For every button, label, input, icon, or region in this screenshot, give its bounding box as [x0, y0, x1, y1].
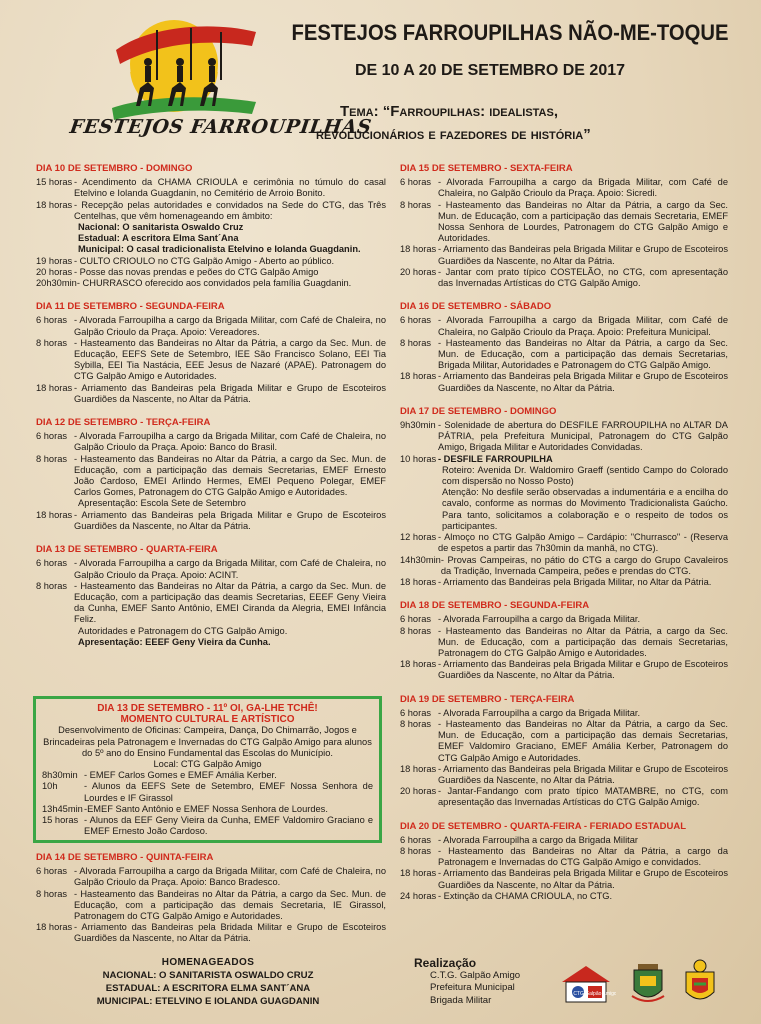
schedule-right-column [400, 163, 728, 914]
entry-time: 20 horas [36, 266, 73, 277]
entry-text: - Extinção da CHAMA CRIOULA, no CTG. [438, 890, 613, 901]
schedule-entry [400, 659, 728, 681]
entry-text: - Hasteamento das Bandeiras no Altar da Pátria, a cargo da Sec. Mun. de Educação, com a participação das demais Secretarias, EMEF Valdomiro Graciano, EMEF Amália Kerber, Patronagem do CTG Galpão Amigo e Autoridades. [438, 718, 728, 763]
entry-text: - Alvorada Farroupilha a cargo da Brigada Militar. [438, 707, 641, 718]
schedule-entry [400, 764, 728, 786]
schedule-entry [36, 889, 386, 923]
entry-time: 8 horas [400, 625, 432, 636]
schedule-entry [400, 532, 728, 554]
entry-time: 6 horas [36, 866, 68, 877]
schedule-left-bottom [36, 852, 386, 957]
realization-item: Brigada Militar [430, 994, 492, 1006]
entry-time: 18 horas [400, 371, 437, 382]
entry-time: 10 horas [400, 453, 437, 464]
entry-text: -EMEF Santo Antônio e EMEF Nossa Senhora de Lourdes. [84, 803, 328, 814]
day-block [36, 544, 386, 648]
shield-icon [680, 956, 720, 1008]
schedule-entry [400, 454, 728, 465]
honoree-national: NACIONAL: O SANITARISTA OSWALDO CRUZ [102, 970, 314, 981]
day-block [400, 600, 728, 681]
entry-time: 18 horas [400, 576, 437, 587]
entry-time: 8h30min [42, 770, 78, 781]
schedule-entry [400, 719, 728, 764]
schedule-entry [400, 708, 728, 719]
entry-time: 13h45min [42, 803, 83, 814]
entry-text: - CHURRASCO oferecido aos convidados pela família Guagdanin. [76, 278, 352, 289]
day-heading: DIA 13 DE SETEMBRO - QUARTA-FEIRA [36, 544, 218, 556]
cultural-intro: Desenvolvimento de Oficinas: Campeira, Dança, Do Chimarrão, Jogos e Brincadeiras pela Patronagem e Invernadas do CTG Galpão Amigo para alunos do 5º ano do Ensino Fundamental das Escolas do Município. [43, 725, 372, 758]
entry-time: 6 horas [400, 177, 432, 188]
schedule-entry [400, 315, 728, 337]
entry-text: - Almoço no CTG Galpão Amigo – Cardápio: "Churrasco" - (Reserva de espetos a partir das 7h30min da manhã, no CTG). [438, 532, 728, 554]
honoree-municipal: MUNICIPAL: ETELVINO E IOLANDA GUAGDANIN [96, 996, 320, 1007]
schedule-entry [42, 781, 373, 803]
entry-time: 18 horas [400, 763, 437, 774]
entry-text: - Arriamento das Bandeiras pela Brigada Militar e Grupo de Escoteiros Guardiões da Nascente, no Altar da Pátria. [438, 659, 728, 681]
schedule-entry [400, 626, 728, 660]
honorees-block [38, 956, 378, 1008]
entry-text: - Alvorada Farroupilha a cargo da Brigada Militar, com Café de Chaleira, no Galpão Crioulo da Praça. Apoio: Prefeitura Municipal. [438, 315, 728, 337]
entry-text: - Hasteamento das Bandeiras no Altar da Pátria, a cargo da Patronagem e Invernadas do CTG Galpão Amigo e convidados. [438, 845, 728, 868]
entry-text: - Hasteamento das Bandeiras no Altar da Pátria, a cargo da Sec. Mun. de Educação, EEFS Sete de Setembro, IEE São Francisco Solano, EEI Tia Sybilla, EEI Tia Nastácia, EEE Jesus de Nazaré (APAE). Patronagem do CTG Galpão Amigo e Autoridades. [74, 337, 386, 382]
schedule-entry [36, 866, 386, 888]
entry-time: 24 horas [400, 890, 437, 901]
entry-time: 6 horas [400, 707, 432, 718]
entry-text: - Alunos da EEFS Sete de Setembro, EMEF Nossa Senhora de Lourdes e IF Girassol [84, 781, 373, 803]
entry-time: 18 horas [400, 659, 437, 670]
schedule-entry [36, 315, 386, 337]
entry-text: - Arriamento das Bandeiras pela Brigada Militar e Grupo de Escoteiros Guardiões da Nascente, no Altar da Pátria. [438, 371, 728, 393]
theme-line-1: Tema: “Farroupilhas: idealistas, [340, 103, 559, 120]
entry-text: - Alvorada Farroupilha a cargo da Brigada Militar, com Café de Chaleira, no Galpão Crioulo da Praça. Apoio: ACINT. [74, 558, 386, 580]
cultural-title: DIA 13 DE SETEMBRO - 11º OI, GA-LHE TCHÊ! [97, 703, 318, 714]
entry-time: 6 horas [400, 614, 432, 625]
day-block [400, 406, 728, 588]
schedule-entry [36, 510, 386, 532]
schedule-entry [42, 815, 373, 837]
day-heading: DIA 16 DE SETEMBRO - SÁBADO [400, 301, 552, 313]
entry-time: 20 horas [400, 266, 437, 277]
schedule-entry [400, 614, 728, 625]
entry-text: - Hasteamento das Bandeiras no Altar da Pátria, a cargo da Sec. Mun. de Educação, com a participação das deamis Secretarias, EEEF Geny Vieira da Cunha, EMEF Santo Antônio, EMEI Ciranda da Alegria, EMEI Infância Feliz. [74, 580, 386, 625]
municipal-crest [628, 962, 668, 1006]
schedule-entry [400, 577, 728, 588]
entry-text: - Alunos da EEF Geny Vieira da Cunha, EMEF Valdomiro Graciano e EMEF Ernesto João Cardoso. [84, 815, 373, 837]
entry-time: 8 horas [36, 888, 68, 899]
realization-title: Realização [414, 956, 477, 970]
entry-time: 18 horas [400, 244, 437, 255]
event-dates: DE 10 A 20 DE SETEMBRO DE 2017 [354, 62, 626, 79]
entry-text: - Arriamento das Bandeiras pela Brigada Militar e Grupo de Escoteiros Guardiões da Nascente, no Altar da Pátria. [74, 382, 386, 404]
schedule-entry [36, 256, 386, 267]
schedule-entry [36, 200, 386, 222]
entry-time: 20 horas [400, 786, 437, 797]
entry-time: 10h [42, 781, 58, 792]
day-heading: DIA 11 DE SETEMBRO - SEGUNDA-FEIRA [36, 301, 225, 313]
entry-time: 6 horas [36, 431, 68, 442]
entry-time: 6 horas [400, 315, 432, 326]
entry-text: - Arriamento das Bandeiras pela Brigada Militar e Grupo de Escoteiros Guardiões da Nascente, no Altar da Pátria. [438, 868, 728, 890]
sponsor-logos [556, 952, 756, 1014]
realization-item: Prefeitura Municipal [430, 982, 515, 994]
page-title: FESTEJOS FARROUPILHAS NÃO-ME-TOQUE [291, 20, 729, 45]
theme-line-2: revolucionários e fazedores de história” [316, 126, 591, 143]
entry-time: 15 horas [36, 177, 73, 188]
schedule-entry [42, 770, 373, 781]
entry-note: Municipal: O casal tradicionalista Etelvino e Iolanda Guagdanin. [78, 244, 361, 255]
schedule-entry [400, 200, 728, 245]
entry-text: - Acendimento da CHAMA CRIOULA e cerimônia no túmulo do casal Etelvino e Iolanda Guagdanin, no Cemitério de Arroio Bonito. [74, 177, 386, 199]
entry-time: 8 horas [400, 718, 432, 729]
entry-text: - Arriamento das Bandeiras pela Brigada Militar e Grupo de Escoteiros Guardiões da Nascente, no Altar da Pátria. [438, 244, 728, 266]
cultural-location: Local: CTG Galpão Amigo [153, 759, 262, 770]
entry-text: - EMEF Carlos Gomes e EMEF Amália Kerber. [84, 770, 277, 781]
schedule-entry [400, 835, 728, 846]
schedule-entry [36, 278, 386, 289]
schedule-entry [400, 371, 728, 393]
entry-time: 20h30min [36, 278, 77, 289]
schedule-entry [400, 177, 728, 199]
schedule-entry [36, 581, 386, 626]
schedule-entry [36, 177, 386, 199]
entry-text: - Hasteamento das Bandeiras no Altar da Pátria, a cargo da Sec. Mun. de Educação, com a participação das demais Secretaria, EMEF Nossa Senhora de Lourdes, Patronagem do CTG Galpão Amigo e Autoridades. [438, 199, 728, 244]
entry-text: - Hasteamento das Bandeiras no Altar da Pátria, a cargo da Sec. Mun. de Educação, com a participação das demais Secretarias, Brigada Militar, Autoridades e Patronagem do CTG Galpão Amigo. [438, 337, 728, 371]
entry-text: - Arriamento das Bandeiras pela Bridada Militar e Grupo de Escoteiros Guardiões da Nascente, no Altar da Pátria. [74, 922, 386, 944]
entry-text: - Hasteamento das Bandeiras no Altar da Pátria, a cargo da Sec. Mun. de Educação, com a participação das demais Secretarias, Patronagem do CTG Galpão Amigo e Autoridades. [438, 625, 728, 658]
day-heading: DIA 18 DE SETEMBRO - SEGUNDA-FEIRA [400, 600, 590, 612]
day-heading: DIA 12 DE SETEMBRO - TERÇA-FEIRA [36, 417, 211, 429]
day-heading: DIA 17 DE SETEMBRO - DOMINGO [400, 405, 557, 417]
entry-time: 18 horas [36, 382, 73, 393]
entry-time: 12 horas [400, 532, 437, 543]
entry-time: 8 horas [400, 845, 432, 856]
entry-note: Roteiro: Avenida Dr. Waldomiro Graeff (sentido Campo do Colorado com dispersão no Nosso Posto) [442, 464, 728, 487]
entry-text: - Arriamento das Bandeiras pela Brigada Militar e Grupo de Escoteiros Guardiões da Nascente, no Altar da Pátria. [74, 509, 386, 531]
schedule-entry [400, 267, 728, 289]
day-block [36, 852, 386, 945]
entry-note: Estadual: A escritora Elma Sant´Ana [78, 233, 239, 244]
entry-time: 8 horas [36, 453, 68, 464]
schedule-entry [400, 786, 728, 808]
entry-time: 8 horas [36, 580, 68, 591]
day-heading: DIA 10 DE SETEMBRO - DOMINGO [36, 163, 193, 174]
day-heading: DIA 15 DE SETEMBRO - SEXTA-FEIRA [400, 163, 573, 174]
day-block [400, 301, 728, 394]
entry-text: - Alvorada Farroupilha a cargo da Brigada Militar [438, 834, 638, 845]
entry-time: 8 horas [400, 199, 432, 210]
entry-text: - Alvorada Farroupilha a cargo da Brigada Militar, com Café de Chaleira, no Galpão Crioulo da Praça. Apoio: Banco Bradesco. [74, 866, 386, 888]
schedule-entry [400, 338, 728, 372]
entry-note: Apresentação: Escola Sete de Setembro [78, 498, 246, 509]
entry-text: - Alvorada Farroupilha a cargo da Brigada Militar. [438, 614, 641, 625]
entry-note: Atenção: No desfile serão observadas a indumentária e a encilha do cavalo, conforme as normas do Movimento Tradicionalista Gaúcho. Para tanto, solicitamos a colaboração e o respeito de todos os participantes. [442, 487, 728, 531]
realization-block [414, 957, 520, 1007]
entry-time: 6 horas [36, 315, 68, 326]
entry-text: - DESFILE FARROUPILHA [438, 453, 553, 464]
realization-item: C.T.G. Galpão Amigo [430, 969, 521, 981]
cultural-subtitle: MOMENTO CULTURAL E ARTÍSTICO [120, 714, 295, 726]
schedule-entry [400, 244, 728, 266]
entry-text: - Alvorada Farroupilha a cargo da Brigada Militar, com Café de Chaleira, no Galpão Crioulo da Praça. Apoio: Vereadores. [74, 315, 386, 337]
cultural-moment-box [33, 696, 382, 843]
entry-text: - Solenidade de abertura do DESFILE FARROUPILHA no ALTAR DA PÁTRIA, pela Prefeitura Municipal, Patronagem do CTG Galpão Amigo, Brigada Militar e Autoridades Convidadas. [438, 420, 728, 453]
schedule-entry [36, 454, 386, 499]
schedule-entry [36, 383, 386, 405]
day-block [36, 417, 386, 532]
schedule-entry [42, 804, 373, 815]
schedule-entry [400, 868, 728, 890]
entry-text: - Alvorada Farroupilha a cargo da Brigada Militar, com Café de Chaleira, no Galpão Crioulo da Praça. Apoio: Banco do Brasil. [74, 431, 386, 453]
schedule-entry [36, 558, 386, 580]
entry-time: 14h30min [400, 554, 441, 565]
day-heading: DIA 14 DE SETEMBRO - QUINTA-FEIRA [36, 852, 214, 863]
entry-time: 8 horas [36, 337, 68, 348]
schedule-entry [36, 267, 386, 278]
schedule-entry [400, 846, 728, 868]
entry-text: - Arriamento das Bandeiras pela Brigada Militar, no Altar da Pátria. [438, 576, 712, 587]
ctg-logo [556, 962, 616, 1006]
entry-text: - Hasteamento das Bandeiras no Altar da Pátria, a cargo da Sec. Mun. de Educação, com a participação das demais Secretaria, IE Girassol, Patronagem do CTG Galpão Amigo e Autoridades. [74, 888, 386, 922]
day-heading: DIA 20 DE SETEMBRO - QUARTA-FEIRA - FERIADO ESTADUAL [400, 820, 687, 832]
honoree-state: ESTADUAL: A ESCRITORA ELMA SANT´ANA [105, 983, 311, 994]
day-block [36, 163, 386, 289]
schedule-entry [400, 555, 728, 577]
brigada-militar-crest [680, 956, 720, 1008]
entry-time: 6 horas [400, 834, 432, 845]
ctg-logo-text: CTG Galpão Amigo [573, 991, 616, 997]
honorees-title: HOMENAGEADOS [161, 957, 255, 968]
entry-note: Nacional: O sanitarista Oswaldo Cruz [78, 222, 244, 233]
entry-time: 9h30min [400, 420, 436, 431]
entry-time: 8 horas [400, 337, 432, 348]
day-heading: DIA 19 DE SETEMBRO - TERÇA-FEIRA [400, 693, 575, 705]
entry-text: - Provas Campeiras, no pátio do CTG a cargo do Grupo Cavaleiros da Tradição, Invernada Campeira, peões e prendas do CTG. [440, 554, 728, 576]
entry-note: Apresentação: EEEF Geny Vieira da Cunha. [78, 636, 271, 647]
schedule-entry [400, 891, 728, 902]
entry-time: 18 horas [400, 868, 437, 879]
schedule-entry [36, 338, 386, 383]
entry-text: - Recepção pelas autoridades e convidados na Sede do CTG, das Três Centelhas, que vêm homenageando em âmbito: [74, 199, 386, 221]
day-block [400, 821, 728, 902]
entry-text: - Arriamento das Bandeiras pela Brigada Militar e Grupo de Escoteiros Guardiões da Nascente, no Altar da Pátria. [438, 763, 728, 785]
schedule-left-column [36, 163, 386, 660]
entry-text: - Jantar com prato típico COSTELÃO, no CTG, com apresentação das Invernadas Artísticas do CTG Galpão Amigo. [438, 266, 728, 289]
entry-text: - Jantar-Fandango com prato típico MATAMBRE, no CTG, com apresentação das Invernadas Artísticas do CTG Galpão Amigo. [438, 786, 728, 808]
schedule-entry [36, 431, 386, 453]
coat-of-arms-icon [628, 962, 668, 1006]
schedule-entry [36, 922, 386, 944]
day-block [36, 301, 386, 405]
entry-time: 18 horas [36, 922, 73, 933]
entry-time: 18 horas [36, 199, 73, 210]
entry-text: - Hasteamento das Bandeiras no Altar da Pátria, a cargo da Sec. Mun. de Educação, com a participação das demais Secretarias, EMEF Ernesto João Cardoso, EMEI Arlindo Hermes, EMEI Pequeno Polegar, EMEF Carlos Gomes, Patronagem do CTG Galpão Amigo e Autoridades. [74, 453, 386, 498]
entry-time: 18 horas [36, 509, 73, 520]
entry-text: - Alvorada Farroupilha a cargo da Brigada Militar, com Café de Chaleira, no Galpão Crioulo da Praça. Apoio: Sicredi. [438, 177, 728, 199]
entry-time: 15 horas [42, 815, 79, 826]
day-block [400, 163, 728, 289]
day-block [400, 694, 728, 809]
entry-note: Autoridades e Patronagem do CTG Galpão Amigo. [78, 625, 288, 636]
entry-time: 19 horas [36, 255, 73, 266]
logo-wordmark: FESTEJOS FARROUPILHAS [68, 116, 374, 138]
schedule-entry [400, 420, 728, 454]
entry-text: - Posse das novas prendas e peões do CTG Galpão Amigo [74, 266, 319, 277]
entry-time: 6 horas [36, 558, 68, 569]
entry-text: - CULTO CRIOULO no CTG Galpão Amigo - Aberto ao público. [74, 255, 335, 266]
ctg-emblem-icon [556, 962, 616, 1006]
